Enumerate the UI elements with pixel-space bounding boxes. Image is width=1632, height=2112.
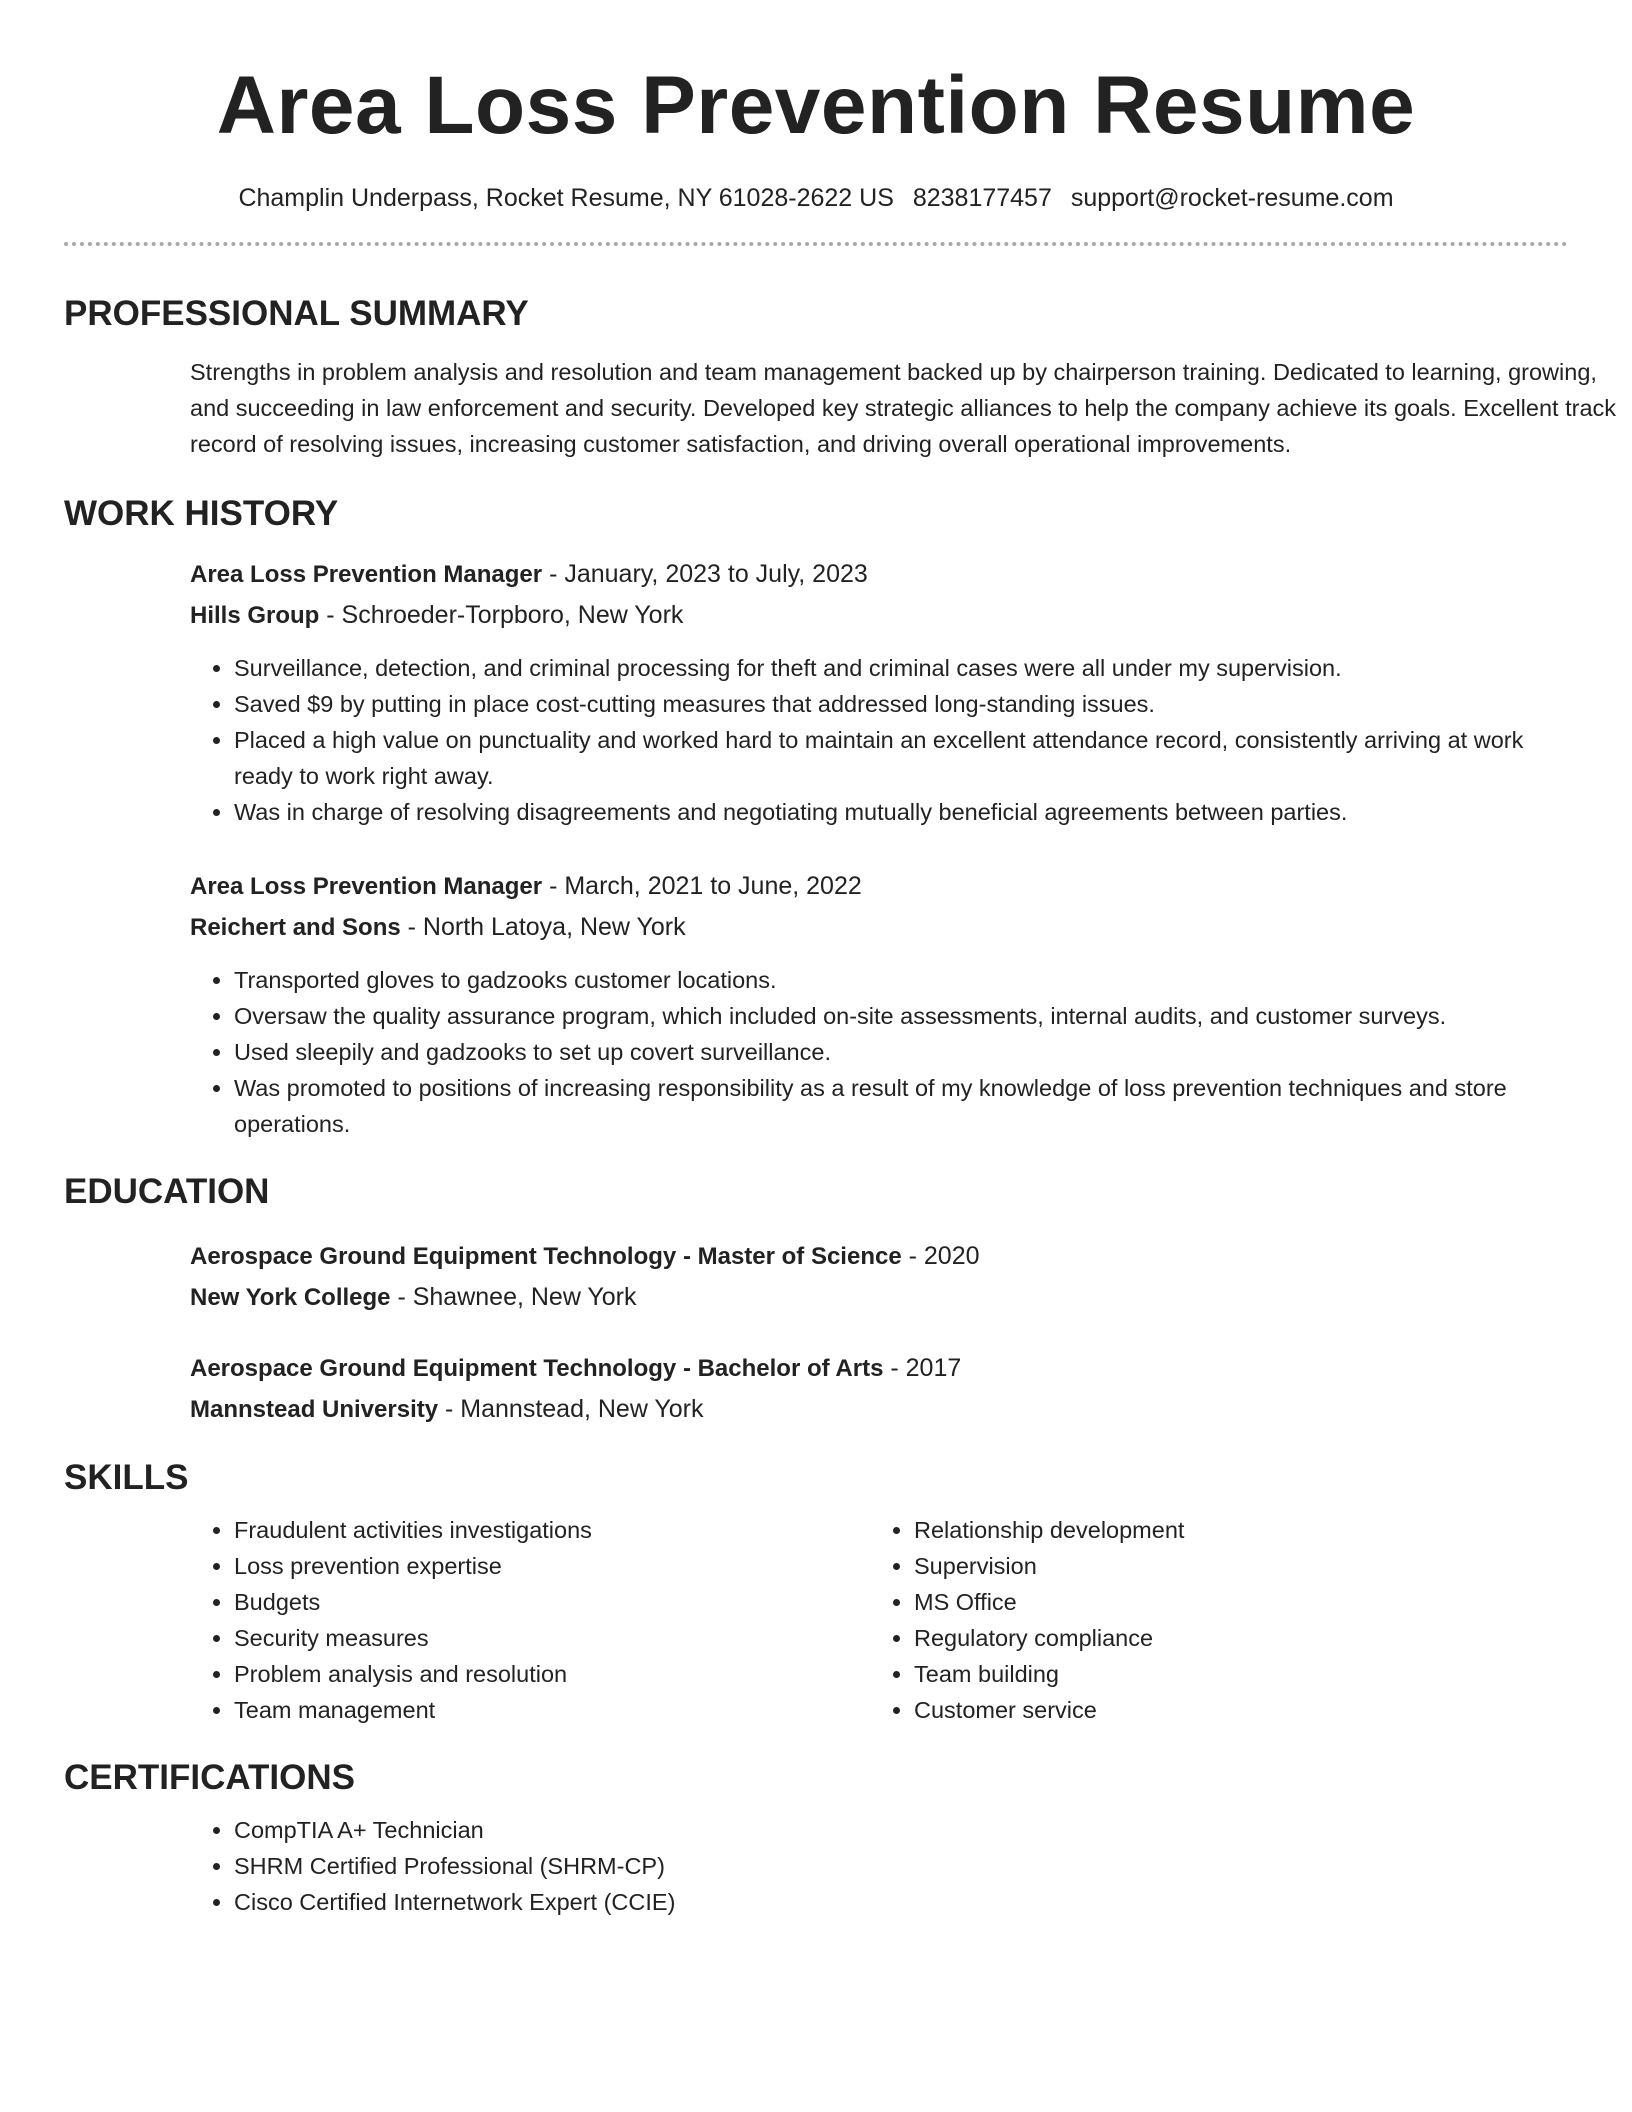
job-bullet: • Was promoted to positions of increasing responsibility as a result of my knowledge of loss prevention techniques and store operations. [234,1070,1568,1142]
education-entry [190,1236,1568,1318]
job-bullet: • Transported gloves to gadzooks customer locations. [234,962,1568,998]
job-location: - North Latoya, New York [400,913,686,941]
job-bullets [190,650,1568,830]
skill-item: • Problem analysis and resolution [234,1656,870,1692]
job-location: - Schroeder-Torpboro, New York [319,601,684,629]
job-bullet: • Surveillance, detection, and criminal processing for theft and criminal cases were all under my supervision. [234,650,1568,686]
certification-item: • SHRM Certified Professional (SHRM-CP) [234,1848,1568,1884]
work-history-heading: WORK HISTORY [64,494,339,533]
education-degree: Aerospace Ground Equipment Technology - Bachelor of Arts [190,1355,884,1382]
skill-item: • Fraudulent activities investigations [234,1512,870,1548]
job-bullet: • Was in charge of resolving disagreements and negotiating mutually beneficial agreements between parties. [234,794,1568,830]
job-bullet: • Used sleepily and gadzooks to set up covert surveillance. [234,1034,1568,1070]
skills-column-left [190,1512,870,1728]
skill-item: • Regulatory compliance [914,1620,1550,1656]
education-year: - 2017 [883,1354,962,1382]
skill-item: • Budgets [234,1584,870,1620]
certifications-section [64,1756,1568,1920]
education-school: Mannstead University [190,1396,439,1423]
skill-item: • Customer service [914,1692,1550,1728]
summary-heading: PROFESSIONAL SUMMARY [64,294,529,333]
contact-address: Champlin Underpass, Rocket Resume, NY 61028-2622 US [238,184,894,212]
education-school: New York College [190,1284,391,1311]
education-degree-line [190,1236,1568,1277]
job-company-line [190,595,1568,636]
contact-line [64,182,1568,214]
skill-item: • Loss prevention expertise [234,1548,870,1584]
education-location: - Mannstead, New York [438,1395,704,1423]
job-entry [190,554,1568,830]
job-title-line [190,554,1568,595]
skill-item: • Team building [914,1656,1550,1692]
summary-section [64,292,1617,462]
skills-columns [190,1512,1570,1728]
education-heading: EDUCATION [64,1172,270,1211]
summary-text: Strengths in problem analysis and resolution and team management backed up by chairperson training. Dedicated to learning, growing, and succeeding in law enforcement and security. Developed key strategic alliances to help the company achieve its goals. Excellent track record of resolving issues, increasing customer satisfaction, and driving overall operational improvements. [190,359,1617,457]
job-bullets [190,962,1568,1142]
skills-section [64,1456,1568,1728]
job-company: Hills Group [190,602,320,629]
skill-item: • Security measures [234,1620,870,1656]
certification-item: • CompTIA A+ Technician [234,1812,1568,1848]
contact-phone: 8238177457 [912,184,1052,212]
header-divider [64,242,1568,246]
job-bullet: • Oversaw the quality assurance program, which included on-site assessments, internal audits, and customer surveys. [234,998,1568,1034]
certification-item: • Cisco Certified Internetwork Expert (CCIE) [234,1884,1568,1920]
job-title-line [190,866,1568,907]
job-dates: - January, 2023 to July, 2023 [542,560,868,588]
education-degree-line [190,1348,1568,1389]
education-entry [190,1348,1568,1430]
skills-heading: SKILLS [64,1458,189,1497]
education-section [64,1170,1568,1430]
education-school-line [190,1389,1568,1430]
skills-list [870,1512,1550,1728]
skills-column-right [870,1512,1550,1728]
work-history-section [64,492,1568,1142]
skill-item: • Supervision [914,1548,1550,1584]
job-dates: - March, 2021 to June, 2022 [542,872,862,900]
job-bullet: • Saved $9 by putting in place cost-cutting measures that addressed long-standing issues. [234,686,1568,722]
education-degree: Aerospace Ground Equipment Technology - Master of Science [190,1243,902,1270]
skills-list [190,1512,870,1728]
job-company: Reichert and Sons [190,914,401,941]
job-bullet: • Placed a high value on punctuality and worked hard to maintain an excellent attendance record, consistently arriving at work ready to work right away. [234,722,1568,794]
skill-item: • Relationship development [914,1512,1550,1548]
skill-item: • MS Office [914,1584,1550,1620]
job-position: Area Loss Prevention Manager [190,561,543,588]
skill-item: • Team management [234,1692,870,1728]
resume-title: Area Loss Prevention Resume [216,60,1416,151]
job-position: Area Loss Prevention Manager [190,873,543,900]
certifications-list [190,1812,1568,1920]
job-company-line [190,907,1568,948]
education-location: - Shawnee, New York [390,1283,637,1311]
certifications-heading: CERTIFICATIONS [64,1758,356,1797]
job-entry [190,866,1568,1142]
education-year: - 2020 [901,1242,980,1270]
contact-email: support@rocket-resume.com [1070,184,1394,212]
education-school-line [190,1277,1568,1318]
